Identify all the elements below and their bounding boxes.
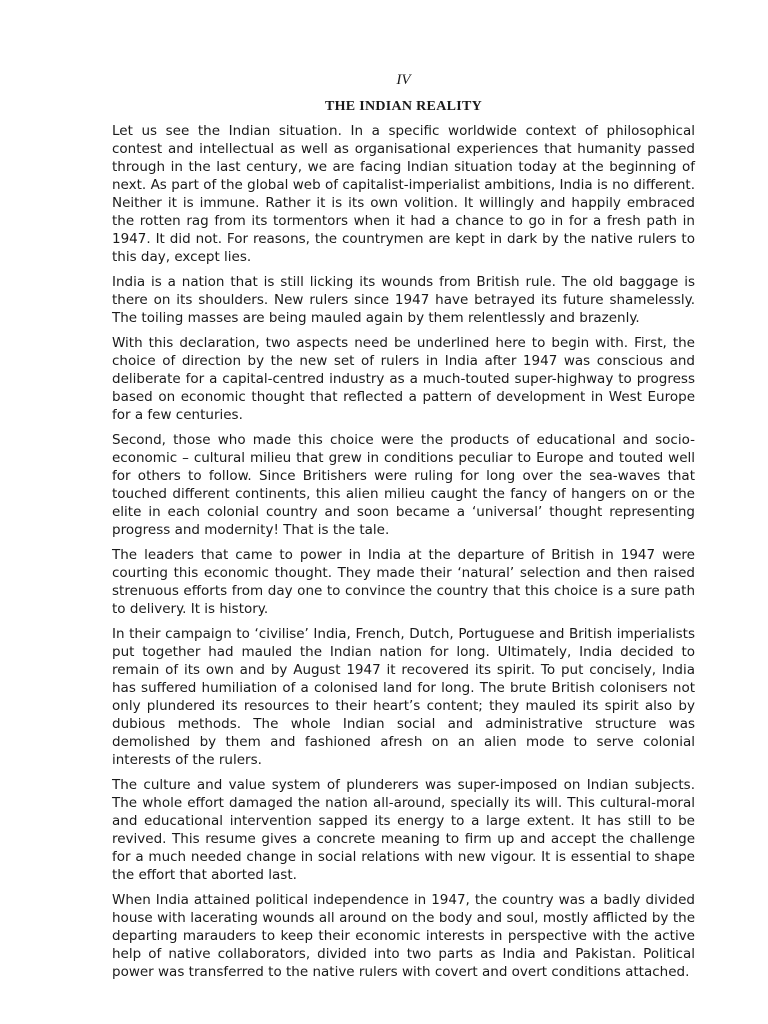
document-page: [112, 70, 695, 988]
paragraph-1: Let us see the Indian situation. In a specific worldwide context of philosophical contest and intellectual as well as organisational experiences that humanity passed through in the last century, we are facing Indian situation today at the beginning of next. As part of the global web of capitalist-imperialist ambitions, India is no different. Neither it is immune. Rather it is its own volition. It willingly and happily embraced the rotten rag from its tormentors when it had a chance to go in for a fresh path in 1947. It did not. For reasons, the countrymen are kept in dark by the native rulers to this day, except lies.: [112, 123, 695, 265]
paragraph-6: In their campaign to ‘civilise’ India, French, Dutch, Portuguese and British imperialists put together had mauled the Indian nation for long. Ultimately, India decided to remain of its own and by August 1947 it recovered its spirit. To put concisely, India has suffered humiliation of a colonised land for long. The brute British colonisers not only plundered its resources to their heart’s content; they mauled its spirit also by dubious methods. The whole Indian social and administrative structure was demolished by them and fashioned afresh on an alien mode to serve colonial interests of the rulers.: [112, 626, 695, 768]
paragraph-4: Second, those who made this choice were the products of educational and socio-economic – cultural milieu that grew in conditions peculiar to Europe and touted well for others to follow. Since Britishers were ruling for long over the sea-waves that touched different continents, this alien milieu caught the fancy of hangers on or the elite in each colonial country and soon became a ‘universal’ thought representing progress and modernity! That is the tale.: [112, 432, 695, 538]
chapter-title: THE INDIAN REALITY: [324, 99, 483, 114]
chapter-numeral: IV: [396, 72, 411, 88]
paragraph-7: The culture and value system of plunderers was super-imposed on Indian subjects. The whole effort damaged the nation all-around, specially its will. This cultural-moral and educational intervention sapped its energy to a large extent. It has still to be revived. This resume gives a concrete meaning to firm up and accept the challenge for a much needed change in social relations with new vigour. It is essential to shape the effort that aborted last.: [112, 777, 695, 883]
paragraph-8: When India attained political independence in 1947, the country was a badly divided house with lacerating wounds all around on the body and soul, mostly afflicted by the departing marauders to keep their economic interests in perspective with the active help of native collaborators, divided into two parts as India and Pakistan. Political power was transferred to the native rulers with covert and overt conditions attached.: [112, 892, 695, 980]
paragraph-2: India is a nation that is still licking its wounds from British rule. The old baggage is there on its shoulders. New rulers since 1947 have betrayed its future shamelessly. The toiling masses are being mauled again by them relentlessly and brazenly.: [112, 274, 695, 326]
paragraph-3: With this declaration, two aspects need be underlined here to begin with. First, the choice of direction by the new set of rulers in India after 1947 was conscious and deliberate for a capital-centred industry as a much-touted super-highway to progress based on economic thought that reflected a pattern of development in West Europe for a few centuries.: [112, 335, 695, 423]
paragraph-5: The leaders that came to power in India at the departure of British in 1947 were courting this economic thought. They made their ‘natural’ selection and then raised strenuous efforts from day one to convince the country that this choice is a sure path to delivery. It is history.: [112, 547, 695, 617]
